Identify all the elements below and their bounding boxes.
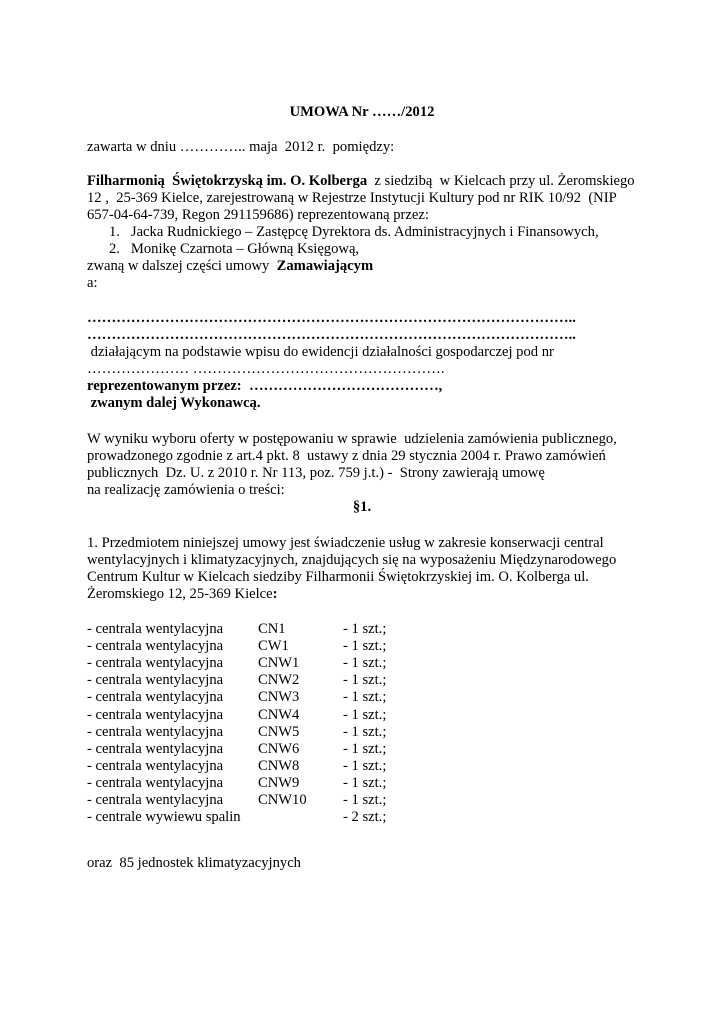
representative-1: 1. Jacka Rudnickiego – Zastępcę Dyrektora ds. Administracyjnych i Finansowych,	[109, 224, 599, 240]
paragraph-1-line-3: publicznych Dz. U. z 2010 r. Nr 113, poz. 759 j.t.) - Strony zawierają umowę	[87, 465, 545, 481]
section-1-line-1: 1. Przedmiotem niniejszej umowy jest świadczenie usług w zakresie konserwacji central	[87, 535, 604, 551]
section-1-line-4	[87, 586, 278, 603]
paragraph-1-line-4: na realizację zamówienia o treści:	[87, 482, 285, 498]
contractor-represented: reprezentowanym przez: …………………………………,	[87, 378, 443, 394]
party1-designation	[87, 258, 373, 275]
intro-line: zawarta w dniu ………….. maja 2012 r. pomiędzy:	[87, 139, 395, 155]
party1-line-2: 12 , 25-369 Kielce, zarejestrowaną w Rejestrze Instytucji Kultury pod nr RIK 10/92 (NIP	[87, 190, 617, 206]
contractor-basis-line-2: ………………… …………………………………………….	[87, 361, 445, 377]
equipment-name: - centrala wentylacyjna	[87, 672, 224, 688]
party1-name: Filharmonią Świętokrzyską im. O. Kolberga	[87, 173, 368, 189]
party1-address-start: z siedzibą w Kielcach przy ul. Żeromskiego	[367, 173, 635, 189]
contractor-dots-2: ………………………………………………………………………………………..	[87, 327, 576, 343]
equipment-code: CNW4	[258, 707, 300, 723]
contractor-designation: zwanym dalej Wykonawcą.	[87, 395, 261, 411]
equipment-code: CW1	[258, 638, 289, 654]
equipment-name: - centrala wentylacyjna	[87, 621, 224, 637]
equipment-quantity: - 1 szt.;	[343, 638, 387, 654]
equipment-quantity: - 1 szt.;	[343, 724, 387, 740]
paragraph-1-line-1: W wyniku wyboru oferty w postępowaniu w sprawie udzielenia zamówienia publicznego,	[87, 431, 617, 447]
equipment-code: CNW8	[258, 758, 300, 774]
and-label: a:	[87, 275, 98, 291]
equipment-quantity: - 1 szt.;	[343, 621, 387, 637]
equipment-name: - centrala wentylacyjna	[87, 741, 224, 757]
equipment-name: - centrala wentylacyjna	[87, 724, 224, 740]
equipment-code: CNW3	[258, 689, 300, 705]
section-1-line-3: Centrum Kultur w Kielcach siedziby Filharmonii Świętokrzyskiej im. O. Kolberga ul.	[87, 569, 589, 585]
equipment-code: CNW5	[258, 724, 300, 740]
equipment-quantity: - 1 szt.;	[343, 758, 387, 774]
equipment-quantity: - 1 szt.;	[343, 672, 387, 688]
equipment-quantity: - 1 szt.;	[343, 707, 387, 723]
equipment-name: - centrala wentylacyjna	[87, 775, 224, 791]
equipment-code: CNW1	[258, 655, 300, 671]
document-title: UMOWA Nr ……/2012	[289, 104, 435, 120]
equipment-name: - centrala wentylacyjna	[87, 655, 224, 671]
equipment-quantity: - 1 szt.;	[343, 689, 387, 705]
representative-2: 2. Monikę Czarnota – Główną Księgową,	[109, 241, 360, 257]
section-1-address: Żeromskiego 12, 25-369 Kielce	[87, 586, 273, 602]
equipment-name: - centrala wentylacyjna	[87, 758, 224, 774]
paragraph-1-line-2: prowadzonego zgodnie z art.4 pkt. 8 ustawy z dnia 29 stycznia 2004 r. Prawo zamówień	[87, 448, 606, 464]
equipment-code: CNW10	[258, 792, 307, 808]
equipment-quantity: - 2 szt.;	[343, 809, 387, 825]
equipment-quantity: - 1 szt.;	[343, 655, 387, 671]
equipment-name: - centrala wentylacyjna	[87, 689, 224, 705]
designation-role: Zamawiającym	[276, 258, 374, 274]
party1-line-3: 657-04-64-739, Regon 291159686) reprezentowaną przez:	[87, 207, 429, 223]
contractor-dots-1: ………………………………………………………………………………………..	[87, 310, 576, 326]
section-1-colon: :	[272, 586, 278, 602]
equipment-name: - centrala wentylacyjna	[87, 707, 224, 723]
equipment-quantity: - 1 szt.;	[343, 741, 387, 757]
footer-line: oraz 85 jednostek klimatyzacyjnych	[87, 855, 301, 871]
section-heading: §1.	[352, 499, 372, 515]
designation-text: zwaną w dalszej części umowy	[87, 258, 277, 274]
equipment-code: CNW6	[258, 741, 300, 757]
contractor-basis-line-1: działającym na podstawie wpisu do ewidencji działalności gospodarczej pod nr	[87, 344, 554, 360]
equipment-quantity: - 1 szt.;	[343, 792, 387, 808]
party1-line-1	[87, 173, 635, 190]
section-1-line-2: wentylacyjnych i klimatyzacyjnych, znajdujących się na wyposażeniu Międzynarodowego	[87, 552, 617, 568]
equipment-name: - centrala wentylacyjna	[87, 792, 224, 808]
equipment-code: CNW2	[258, 672, 300, 688]
equipment-name: - centrala wentylacyjna	[87, 638, 224, 654]
equipment-name: - centrale wywiewu spalin	[87, 809, 241, 825]
equipment-quantity: - 1 szt.;	[343, 775, 387, 791]
equipment-code: CN1	[258, 621, 286, 637]
equipment-code: CNW9	[258, 775, 300, 791]
